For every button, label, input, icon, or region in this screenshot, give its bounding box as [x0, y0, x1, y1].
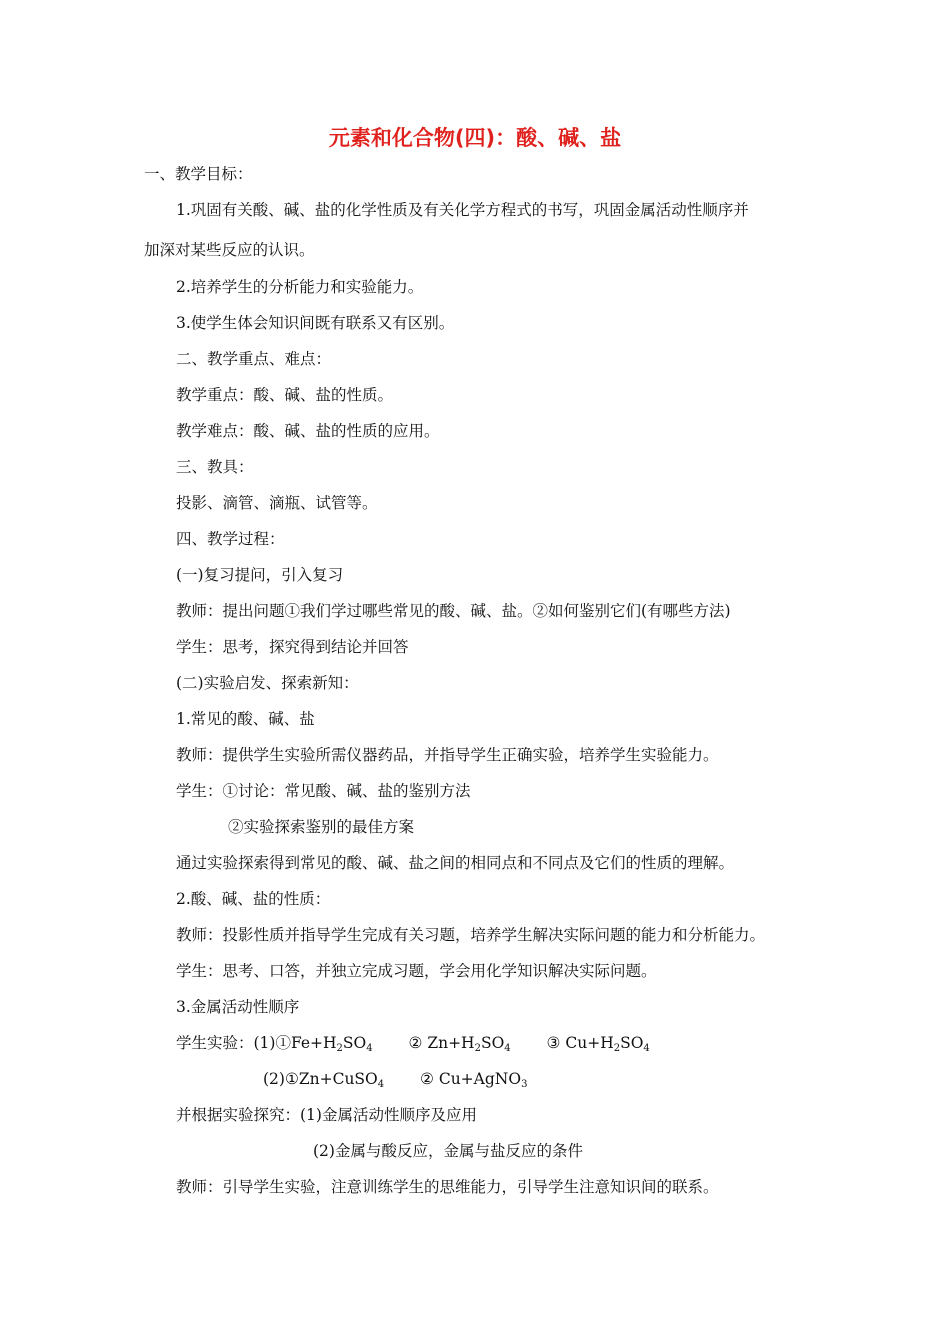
paragraph: ②实验探索鉴别的最佳方案 — [228, 818, 415, 836]
paragraph: 教师：投影性质并指导学生完成有关习题，培养学生解决实际问题的能力和分析能力。 — [176, 926, 766, 944]
paragraph: 教师：提供学生实验所需仪器药品，并指导学生正确实验，培养学生实验能力。 — [176, 746, 719, 764]
formula: ② $Zn+H_2SO_4$ — [408, 1034, 511, 1054]
paragraph: 学生：①讨论：常见酸、碱、盐的鉴别方法 — [176, 782, 471, 800]
formula: (2)①Zn+CuSO$_4$ — [263, 1070, 385, 1090]
formula: ③ $Cu+H_2SO_4$ — [546, 1034, 650, 1054]
paragraph: (二)实验启发、探索新知： — [176, 674, 359, 692]
paragraph: 3.金属活动性顺序 — [176, 998, 300, 1016]
section-heading: 二、教学重点、难点： — [176, 350, 332, 368]
paragraph: 3.使学生体会知识间既有联系又有区别。 — [176, 314, 455, 332]
paragraph: 学生：思考、口答，并独立完成习题，学会用化学知识解决实际问题。 — [176, 962, 657, 980]
paragraph: 2.培养学生的分析能力和实验能力。 — [176, 278, 424, 296]
paragraph: 学生：思考，探究得到结论并回答 — [176, 638, 409, 656]
paragraph: 投影、滴管、滴瓶、试管等。 — [176, 494, 378, 512]
section-heading: 三、教具： — [176, 458, 254, 476]
section-heading: 一、教学目标： — [144, 165, 253, 183]
formula: 学生实验：$(1)①Fe+H_2SO_4$ — [176, 1034, 373, 1054]
formula: ② Cu+AgNO$_3$ — [420, 1070, 528, 1090]
paragraph: 教师：引导学生实验，注意训练学生的思维能力，引导学生注意知识间的联系。 — [176, 1178, 719, 1196]
paragraph: 教师：提出问题①我们学过哪些常见的酸、碱、盐。②如何鉴别它们(有哪些方法) — [176, 602, 731, 620]
paragraph: (一)复习提问，引入复习 — [176, 566, 344, 584]
paragraph: 并根据实验探究：(1)金属活动性顺序及应用 — [176, 1106, 477, 1124]
section-heading: 四、教学过程： — [176, 530, 285, 548]
paragraph: 加深对某些反应的认识。 — [144, 241, 315, 259]
paragraph: 2.酸、碱、盐的性质： — [176, 890, 331, 908]
paragraph: 1.巩固有关酸、碱、盐的化学性质及有关化学方程式的书写，巩固金属活动性顺序并 — [176, 201, 749, 219]
experiment-line-1 — [176, 1033, 650, 1059]
paragraph: 通过实验探索得到常见的酸、碱、盐之间的相同点和不同点及它们的性质的理解。 — [176, 854, 735, 872]
document-title: 元素和化合物(四)：酸、碱、盐 — [328, 126, 622, 150]
paragraph: 教学难点：酸、碱、盐的性质的应用。 — [176, 422, 440, 440]
paragraph: 教学重点：酸、碱、盐的性质。 — [176, 386, 394, 404]
paragraph: 1.常见的酸、碱、盐 — [176, 710, 315, 728]
experiment-line-2 — [263, 1069, 527, 1095]
paragraph: (2)金属与酸反应，金属与盐反应的条件 — [313, 1142, 583, 1160]
